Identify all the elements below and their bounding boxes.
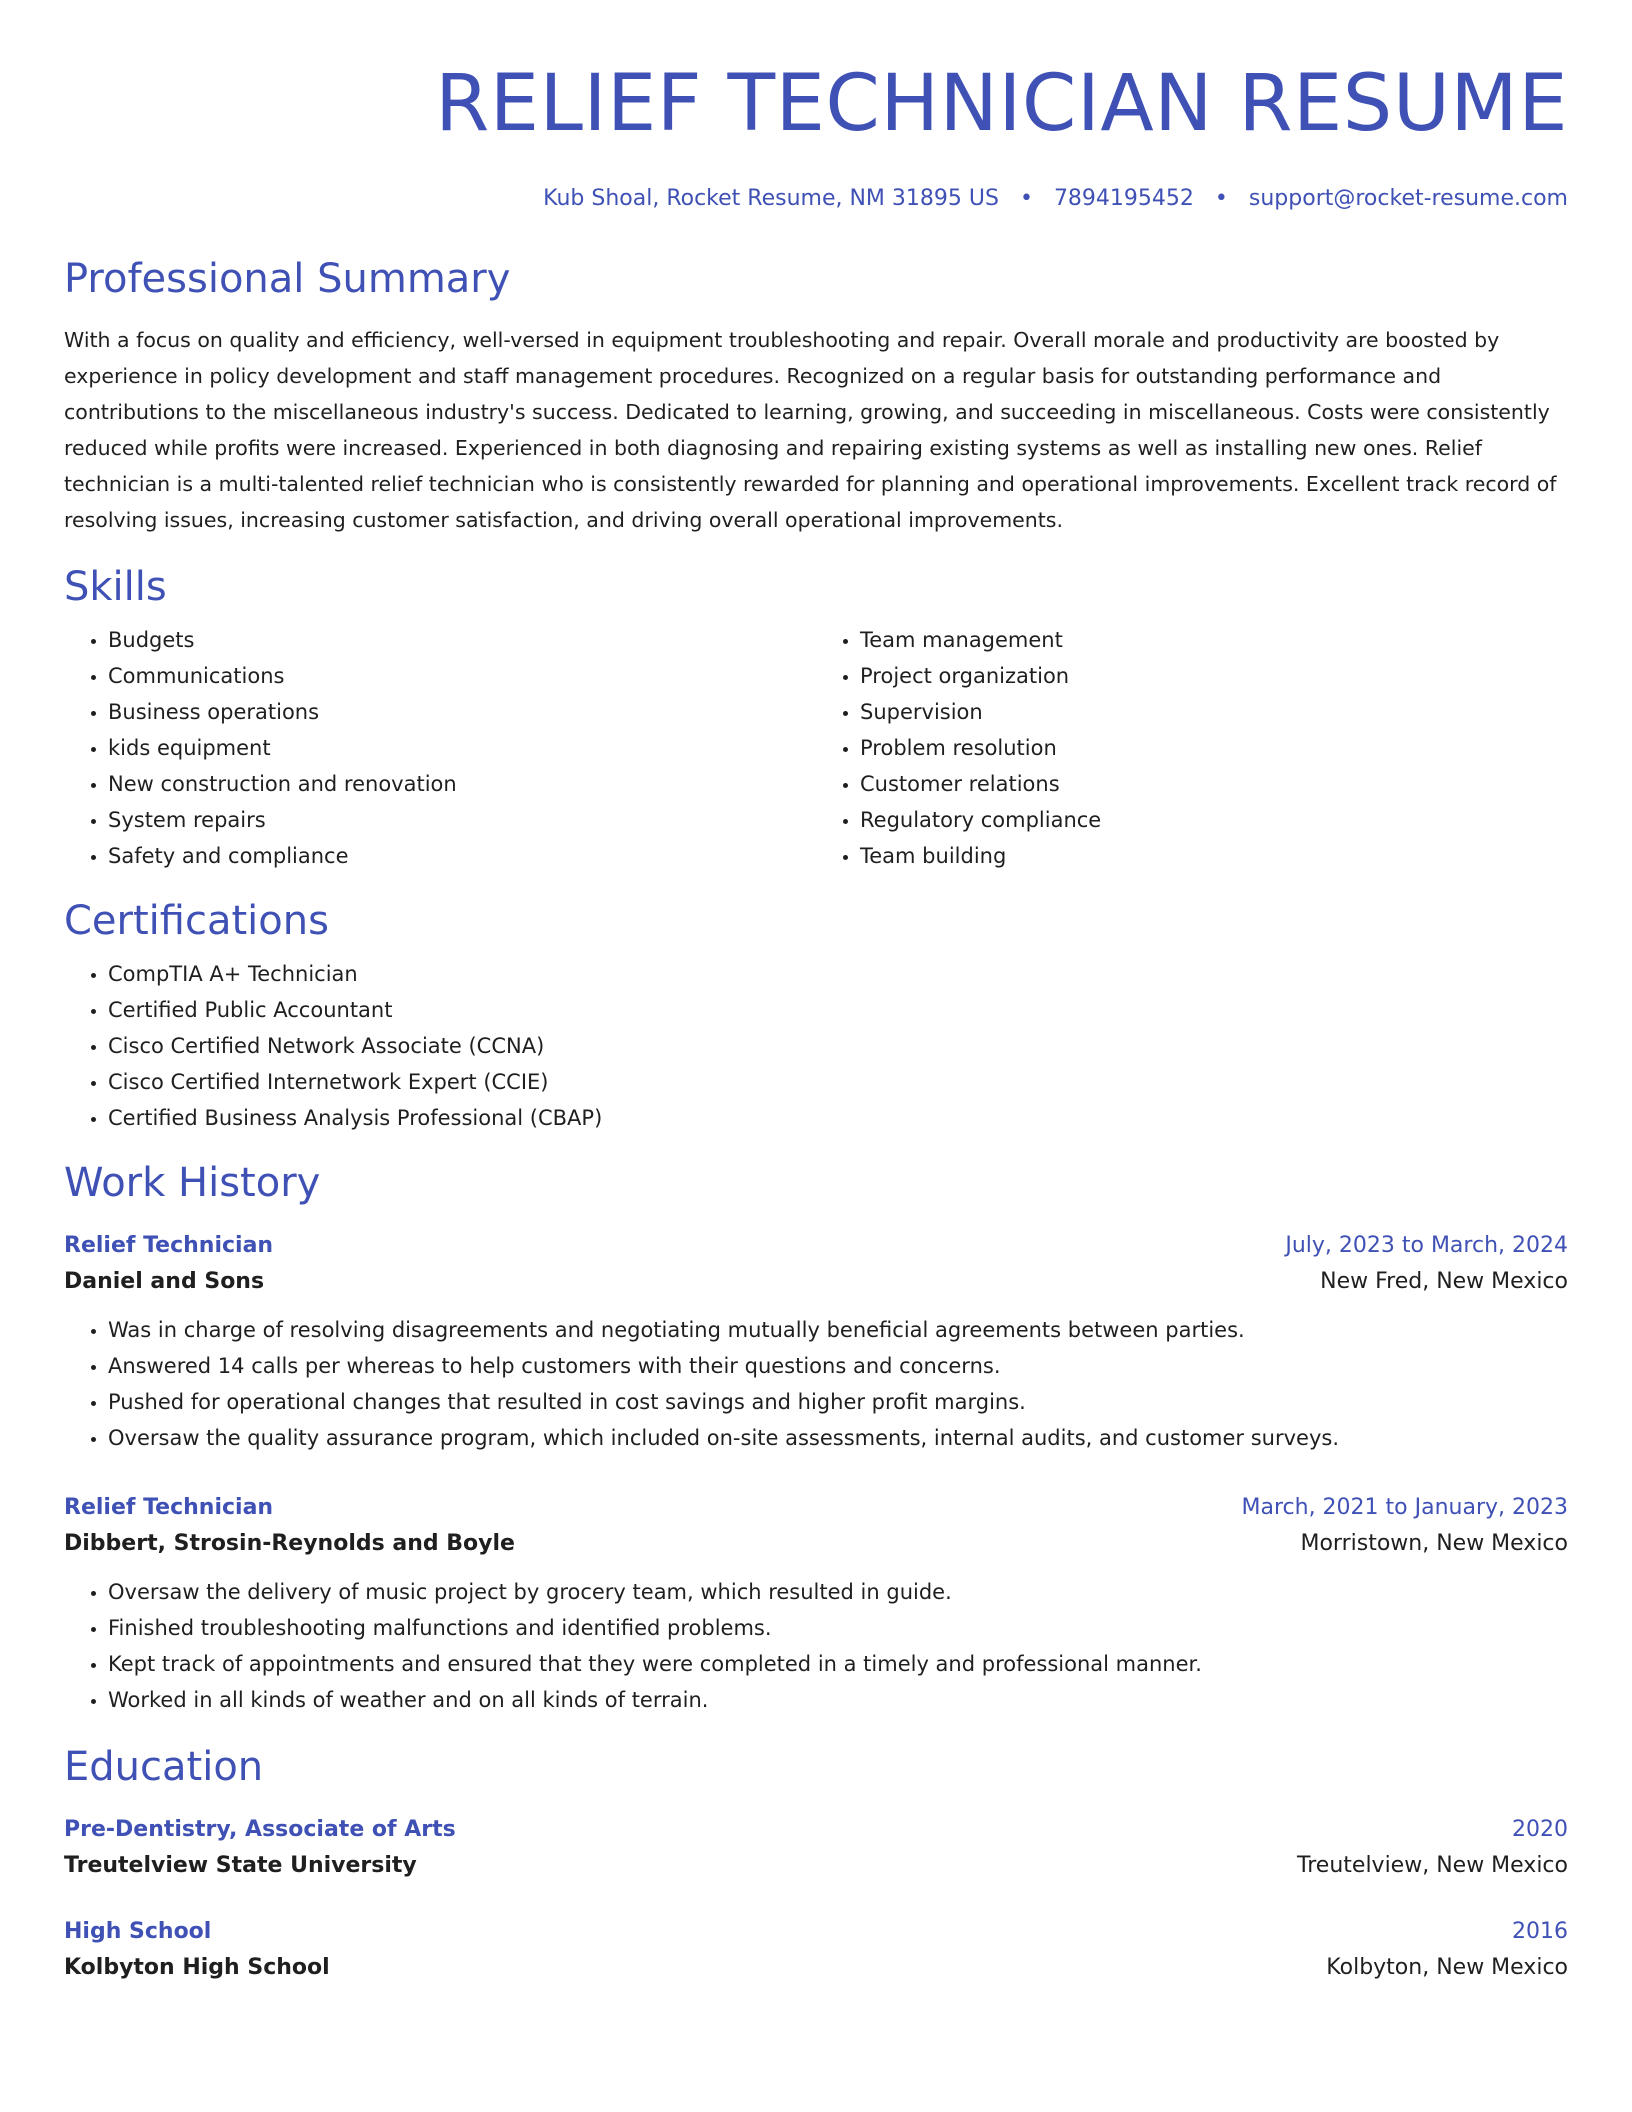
skill-item: • Project organization (860, 658, 1568, 694)
job-company-row (64, 1262, 1568, 1302)
skill-item: • Team management (860, 622, 1568, 658)
skill-item: • Safety and compliance (108, 838, 816, 874)
certification-item: • Cisco Certified Network Associate (CCNA) (108, 1028, 1568, 1064)
skills-list-right (816, 622, 1568, 874)
skill-item: • Customer relations (860, 766, 1568, 802)
certification-item: • Certified Public Accountant (108, 992, 1568, 1028)
summary-text: With a focus on quality and efficiency, well-versed in equipment troubleshooting and repair. Overall morale and productivity are boosted by experience in policy development and staff management procedures. Recognized on a regular basis for outstanding performance and contributions to the miscellaneous industry's success. Dedicated to learning, growing, and succeeding in miscellaneous. Costs were consistently reduced while profits were increased. Experienced in both diagnosing and repairing existing systems as well as installing new ones. Relief technician is a multi-talented relief technician who is consistently rewarded for planning and operational improvements. Excellent track record of resolving issues, increasing customer satisfaction, and driving overall operational improvements. (64, 328, 1557, 532)
job-entry (64, 1230, 1568, 1456)
job-location: New Fred, New Mexico (1320, 1269, 1568, 1294)
education-degree: Pre-Dentistry, Associate of Arts (64, 1817, 456, 1842)
resume-title: RELIEF TECHNICIAN RESUME (435, 59, 1568, 149)
section-heading-certifications: Certifications (64, 898, 329, 944)
education-degree: High School (64, 1919, 212, 1944)
professional-summary-section (64, 254, 1568, 538)
education-entry (64, 1814, 1568, 1886)
education-school-row (64, 1846, 1568, 1886)
job-dates: July, 2023 to March, 2024 (1285, 1233, 1568, 1258)
work-history-section (64, 1158, 1568, 1718)
certification-item: • Certified Business Analysis Professional (CBAP) (108, 1100, 1568, 1136)
job-location: Morristown, New Mexico (1300, 1531, 1568, 1556)
skills-section (64, 562, 1568, 874)
education-degree-row (64, 1814, 1568, 1846)
skill-item: • Budgets (108, 622, 816, 658)
job-entry (64, 1492, 1568, 1718)
job-duty-item: • Kept track of appointments and ensured that they were completed in a timely and professional manner. (108, 1646, 1568, 1682)
certification-item: • Cisco Certified Internetwork Expert (CCIE) (108, 1064, 1568, 1100)
job-title-row (64, 1230, 1568, 1262)
job-duties-list (64, 1574, 1568, 1718)
job-duty-item: • Oversaw the quality assurance program, which included on-site assessments, internal audits, and customer surveys. (108, 1420, 1568, 1456)
education-school-row (64, 1948, 1568, 1988)
job-duty-item: • Pushed for operational changes that resulted in cost savings and higher profit margins. (108, 1384, 1568, 1420)
job-dates: March, 2021 to January, 2023 (1241, 1495, 1568, 1520)
job-duties-list (64, 1312, 1568, 1456)
skill-item: • Communications (108, 658, 816, 694)
section-heading-summary: Professional Summary (64, 256, 511, 302)
skill-item: • Problem resolution (860, 730, 1568, 766)
education-location: Treutelview, New Mexico (1297, 1853, 1568, 1878)
contact-line (64, 184, 1568, 214)
skill-item: • kids equipment (108, 730, 816, 766)
education-entry (64, 1916, 1568, 1988)
skill-item: • Team building (860, 838, 1568, 874)
education-school: Treutelview State University (64, 1853, 417, 1878)
job-title: Relief Technician (64, 1495, 274, 1520)
education-degree-row (64, 1916, 1568, 1948)
job-duty-item: • Oversaw the delivery of music project by grocery team, which resulted in guide. (108, 1574, 1568, 1610)
skill-item: • Business operations (108, 694, 816, 730)
section-heading-skills: Skills (64, 564, 167, 610)
skills-columns (64, 622, 1568, 874)
certifications-section (64, 896, 1568, 1136)
education-location: Kolbyton, New Mexico (1326, 1955, 1568, 1980)
contact-separator: • (1019, 186, 1033, 211)
job-duty-item: • Finished troubleshooting malfunctions and identified problems. (108, 1610, 1568, 1646)
job-title-row (64, 1492, 1568, 1524)
job-company: Dibbert, Strosin-Reynolds and Boyle (64, 1531, 515, 1556)
skills-list-left (64, 622, 816, 874)
job-duty-item: • Worked in all kinds of weather and on all kinds of terrain. (108, 1682, 1568, 1718)
skill-item: • Supervision (860, 694, 1568, 730)
job-company-row (64, 1524, 1568, 1564)
section-heading-work-history: Work History (64, 1160, 321, 1206)
job-title: Relief Technician (64, 1233, 274, 1258)
job-duty-item: • Was in charge of resolving disagreements and negotiating mutually beneficial agreements between parties. (108, 1312, 1568, 1348)
certifications-list (64, 956, 1568, 1136)
education-year: 2016 (1512, 1919, 1568, 1944)
job-duty-item: • Answered 14 calls per whereas to help customers with their questions and concerns. (108, 1348, 1568, 1384)
skill-item: • New construction and renovation (108, 766, 816, 802)
job-company: Daniel and Sons (64, 1269, 265, 1294)
skill-item: • Regulatory compliance (860, 802, 1568, 838)
certification-item: • CompTIA A+ Technician (108, 956, 1568, 992)
education-section (64, 1742, 1568, 1988)
contact-separator: • (1214, 186, 1228, 211)
education-year: 2020 (1512, 1817, 1568, 1842)
contact-phone[interactable]: 7894195452 (1053, 186, 1194, 211)
education-school: Kolbyton High School (64, 1955, 330, 1980)
contact-email[interactable]: support@rocket-resume.com (1248, 186, 1568, 211)
section-heading-education: Education (64, 1744, 264, 1790)
contact-address: Kub Shoal, Rocket Resume, NM 31895 US (543, 186, 999, 211)
resume-header (64, 56, 1568, 214)
skill-item: • System repairs (108, 802, 816, 838)
